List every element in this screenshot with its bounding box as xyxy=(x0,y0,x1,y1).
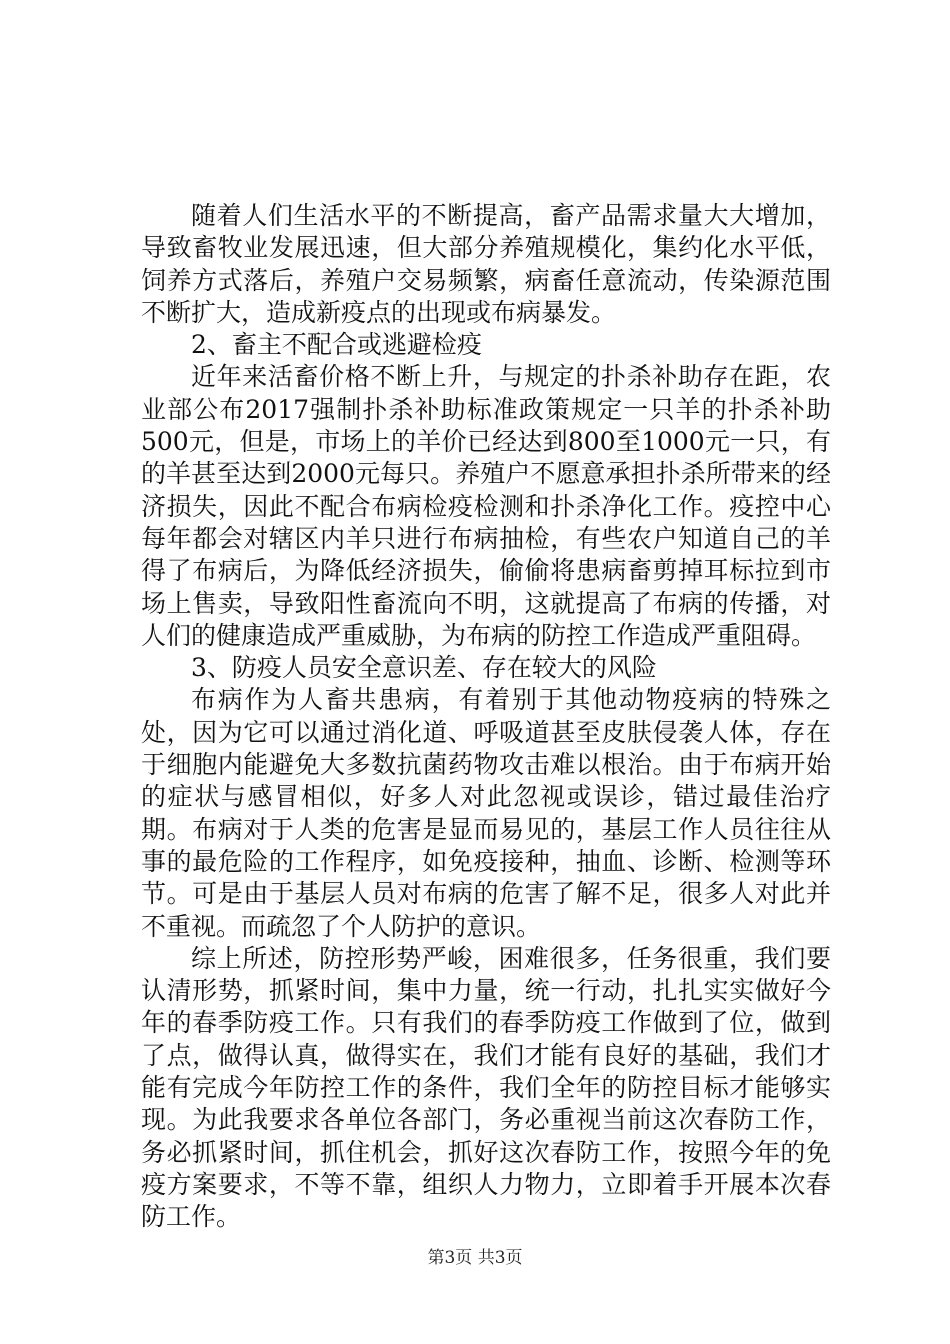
document-body xyxy=(141,200,831,1234)
section-heading-3: 3、防疫人员安全意识差、存在较大的风险 xyxy=(191,653,657,683)
section-heading-2: 2、畜主不配合或逃避检疫 xyxy=(191,330,482,360)
paragraph-brucellosis-risk: 布病作为人畜共患病，有着别于其他动物疫病的特殊之处，因为它可以通过消化道、呼吸道甚至皮肤侵袭人体，存在于细胞内能避免大多数抗菌药物攻击难以根治。由于布病开始的症状与感冒相似，好多人对此忽视或误诊，错过最佳治疗期。布病对于人类的危害是显而易见的，基层工作人员往往从事的最危险的工作程序，如免疫接种，抽血、诊断、检测等环节。可是由于基层人员对布病的危害了解不足，很多人对此并不重视。而疏忽了个人防护的意识。 xyxy=(141,685,831,941)
paragraph-livestock-demand: 随着人们生活水平的不断提高，畜产品需求量大大增加，导致畜牧业发展迅速，但大部分养殖规模化，集约化水平低，饲养方式落后，养殖户交易频繁，病畜任意流动，传染源范围不断扩大，造成新疫点的出现或布病暴发。 xyxy=(141,201,831,327)
paragraph-culling-compensation: 近年来活畜价格不断上升，与规定的扑杀补助存在距，农业部公布2017强制扑杀补助标准政策规定一只羊的扑杀补助500元，但是，市场上的羊价已经达到800至1000元一只，有的羊甚至达到2000元每只。养殖户不愿意承担扑杀所带来的经济损失，因此不配合布病检疫检测和扑杀净化工作。疫控中心每年都会对辖区内羊只进行布病抽检，有些农户知道自己的羊得了布病后，为降低经济损失，偷偷将患病畜剪掉耳标拉到市场上售卖，导致阳性畜流向不明，这就提高了布病的传播，对人们的健康造成严重威胁，为布病的防控工作造成严重阻碍。 xyxy=(141,362,831,650)
page-footer: 第3页 共3页 xyxy=(427,1248,523,1268)
paragraph-conclusion: 综上所述，防控形势严峻，困难很多，任务很重，我们要认清形势，抓紧时间，集中力量，统一行动，扎扎实实做好今年的春季防疫工作。只有我们的春季防疫工作做到了位，做到了点，做得认真，做得实在，我们才能有良好的基础，我们才能有完成今年防控工作的条件，我们全年的防控目标才能够实现。为此我要求各单位各部门，务必重视当前这次春防工作，务必抓紧时间，抓住机会，抓好这次春防工作，按照今年的免疫方案要求，不等不靠，组织人力物力，立即着手开展本次春防工作。 xyxy=(141,943,831,1232)
